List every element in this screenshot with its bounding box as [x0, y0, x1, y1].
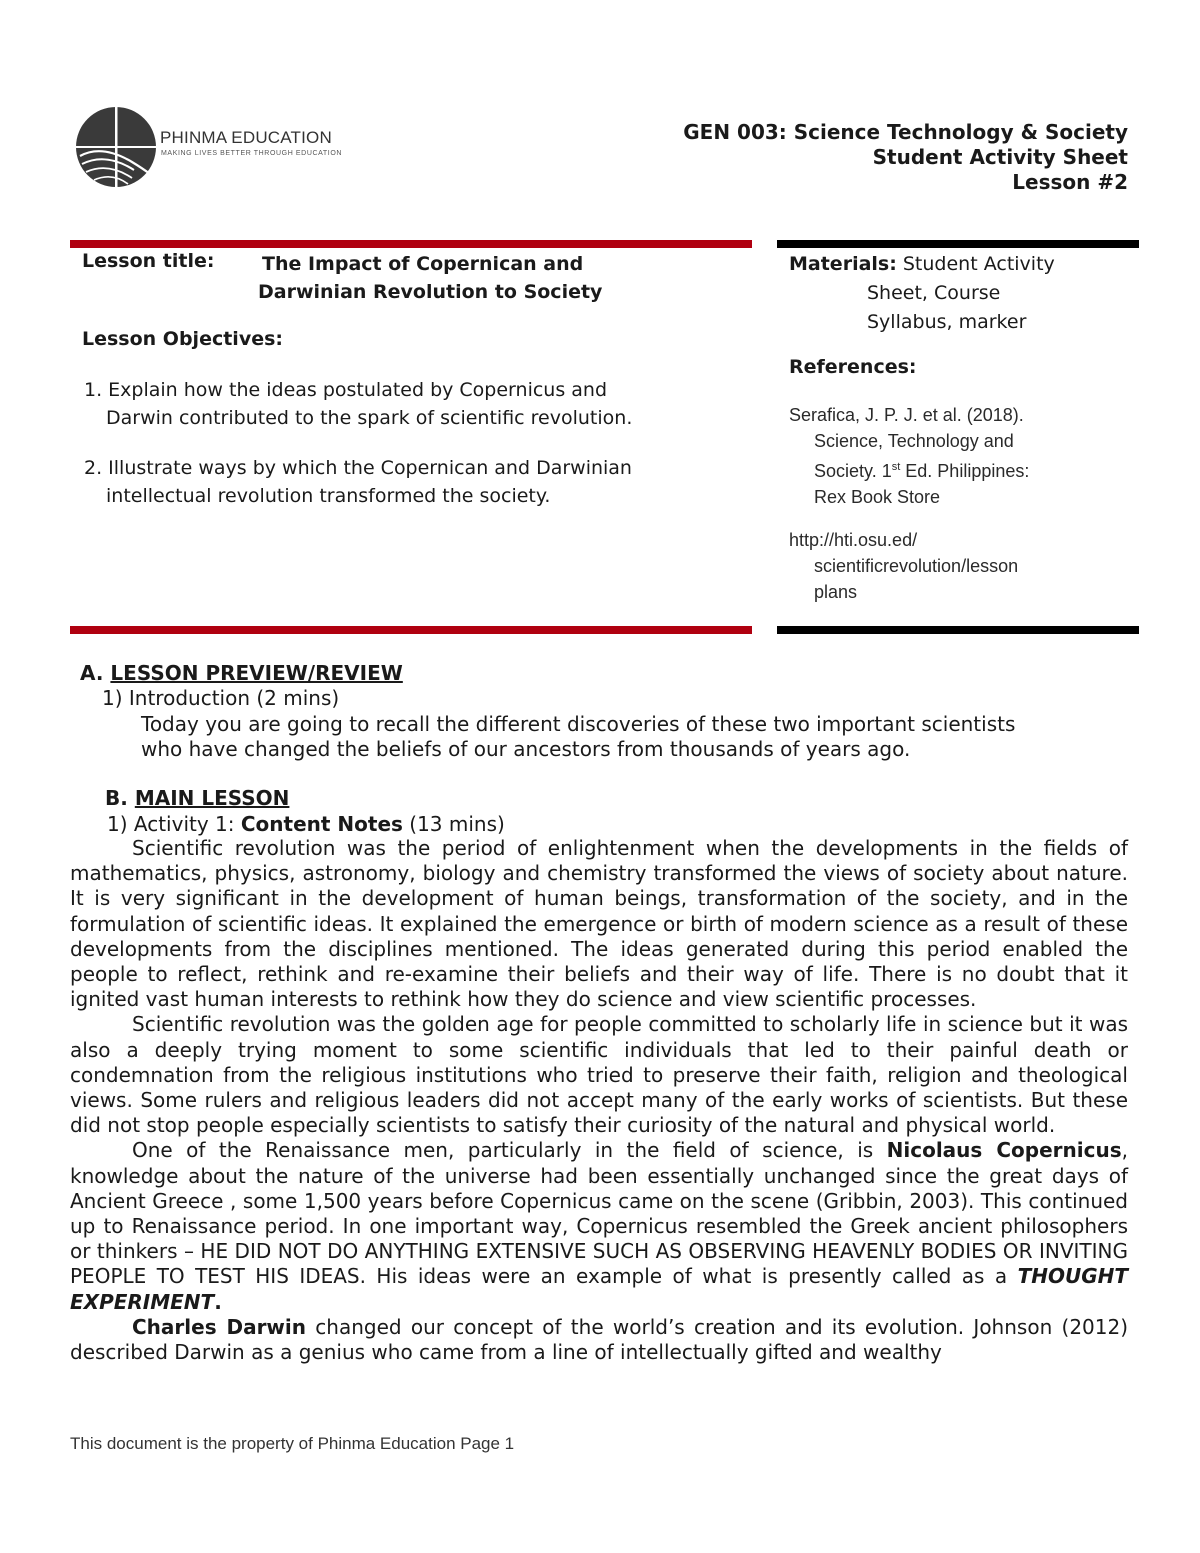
phinma-logo-icon: [72, 104, 162, 190]
lesson-title: [260, 250, 602, 306]
reference-1-sup: st: [891, 461, 901, 473]
section-a-heading: [80, 661, 403, 685]
lesson-title-label: Lesson title:: [82, 250, 215, 272]
lesson-title-line1: The Impact of Copernican and: [262, 253, 584, 275]
section-b-letter: B.: [105, 786, 128, 810]
reference-1-line2: Science, Technology and: [814, 431, 1014, 451]
reference-2[interactable]: [789, 527, 1018, 605]
objective-1: [84, 376, 632, 432]
reference-1-line3-b: Ed. Philippines:: [900, 461, 1030, 481]
lesson-title-line2: Darwinian Revolution to Society: [258, 281, 603, 303]
objective-2-line2: intellectual revolution transformed the society.: [106, 485, 551, 507]
paragraph-3-b: , knowledge about the nature of the universe had been essentially unchanged since the great days of Ancient Greece , some 1,500 years before Copernicus came on the scene (Gribbin, 2003). This continued up to Renaissance period. In one important way, Copernicus resembled the Greek ancient philosophers or thinkers – HE DID NOT DO ANYTHING EXTENSIVE SUCH AS OBSERVING HEAVENLY BODIES OR INVITING PEOPLE TO TEST HIS IDEAS. His ideas were an example of what is presently called as a: [70, 1138, 1128, 1289]
references-heading: References:: [789, 356, 917, 378]
materials-label: Materials:: [789, 253, 897, 275]
top-black-bar: [777, 240, 1139, 248]
paragraph-2: Scientific revolution was the golden age for people committed to scholarly life in science but it was also a deeply trying moment to some scientific individuals that led to their painful death or condemnation from the religious institutions who tried to preserve their faith, religion and theological views. Some rulers and religious leaders did not accept many of the early works of scientists. But these did not stop people especially scientists to satisfy their curiosity of the natural and physical world.: [70, 1012, 1128, 1138]
section-b-heading: [105, 786, 289, 810]
section-a-item: 1) Introduction (2 mins): [102, 686, 340, 710]
reference-1: [789, 402, 1029, 510]
materials-line2: Sheet, Course: [867, 282, 1001, 304]
paragraph-3-c: .: [214, 1289, 222, 1314]
section-b-item-suffix: (13 mins): [402, 812, 505, 836]
section-a-letter: A.: [80, 661, 104, 685]
section-a-title: LESSON PREVIEW/REVIEW: [110, 661, 403, 685]
section-b-item-prefix: 1) Activity 1:: [107, 812, 241, 836]
materials-line3: Syllabus, marker: [867, 311, 1027, 333]
objectives-heading: Lesson Objectives:: [82, 328, 283, 350]
reference-1-line1: Serafica, J. P. J. et al. (2018).: [789, 405, 1024, 425]
top-red-bar: [70, 240, 752, 248]
materials: [789, 250, 1055, 337]
thought-experiment: THOUGHT EXPERIMENT: [70, 1264, 1128, 1314]
lesson-number: Lesson #2: [1012, 170, 1128, 194]
section-a-text-line2: who have changed the beliefs of our ancestors from thousands of years ago.: [141, 737, 911, 761]
reference-1-line4: Rex Book Store: [814, 487, 941, 507]
objective-2: [84, 454, 632, 510]
objective-2-line1: 2. Illustrate ways by which the Copernican and Darwinian: [84, 457, 632, 479]
reference-2-line2[interactable]: scientificrevolution/lesson: [814, 556, 1019, 576]
paragraph-4-text: changed our concept of the world’s creation and its evolution. Johnson (2012) described Darwin as a genius who came from a line of intellectually gifted and wealthy: [70, 1314, 1129, 1365]
main-lesson-body: [70, 836, 1128, 1365]
materials-line1: Student Activity: [902, 253, 1055, 275]
paragraph-1: Scientific revolution was the period of enlightenment when the developments in the fields of mathematics, physics, astronomy, biology and chemistry transformed the views of society about nature. It is very significant in the development of human beings, transformation of the society, and in the formulation of scientific ideas. It explained the emergence or birth of modern science as a result of these developments from the disciplines mentioned. The ideas generated during this period enabled the people to reflect, rethink and re-examine their beliefs and their way of life. There is no doubt that it ignited vast human interests to rethink how they do science and view scientific processes.: [70, 836, 1128, 1012]
section-a-text: [141, 712, 1015, 762]
bottom-red-bar: [70, 626, 752, 634]
section-b-item-bold: Content Notes: [240, 812, 403, 836]
reference-1-line3: [789, 454, 1029, 484]
logo-name: PHINMA EDUCATION: [160, 128, 332, 147]
course-title: GEN 003: Science Technology & Society: [683, 120, 1128, 144]
bottom-black-bar: [777, 626, 1139, 634]
document-header: [683, 120, 1128, 195]
section-b-item: [107, 812, 505, 836]
paragraph-4: [70, 1315, 1128, 1365]
copernicus-name: Nicolaus Copernicus: [886, 1138, 1122, 1163]
objective-1-line1: 1. Explain how the ideas postulated by Copernicus and: [84, 379, 608, 401]
objective-1-line2: Darwin contributed to the spark of scientific revolution.: [106, 407, 633, 429]
logo-tagline: MAKING LIVES BETTER THROUGH EDUCATION: [161, 150, 343, 157]
reference-1-line3-a: Society. 1: [814, 461, 892, 481]
darwin-name: Charles Darwin: [132, 1314, 307, 1339]
sheet-title: Student Activity Sheet: [872, 145, 1128, 169]
section-a-text-line1: Today you are going to recall the different discoveries of these two important scientists: [141, 712, 1016, 736]
reference-2-line3[interactable]: plans: [814, 582, 858, 602]
reference-2-line1[interactable]: http://hti.osu.ed/: [789, 530, 918, 550]
paragraph-3: [70, 1138, 1128, 1314]
section-b-title: MAIN LESSON: [134, 786, 290, 810]
paragraph-3-a: One of the Renaissance men, particularly in the field of science, is: [132, 1138, 887, 1163]
footer: This document is the property of Phinma Education Page 1: [70, 1434, 515, 1453]
